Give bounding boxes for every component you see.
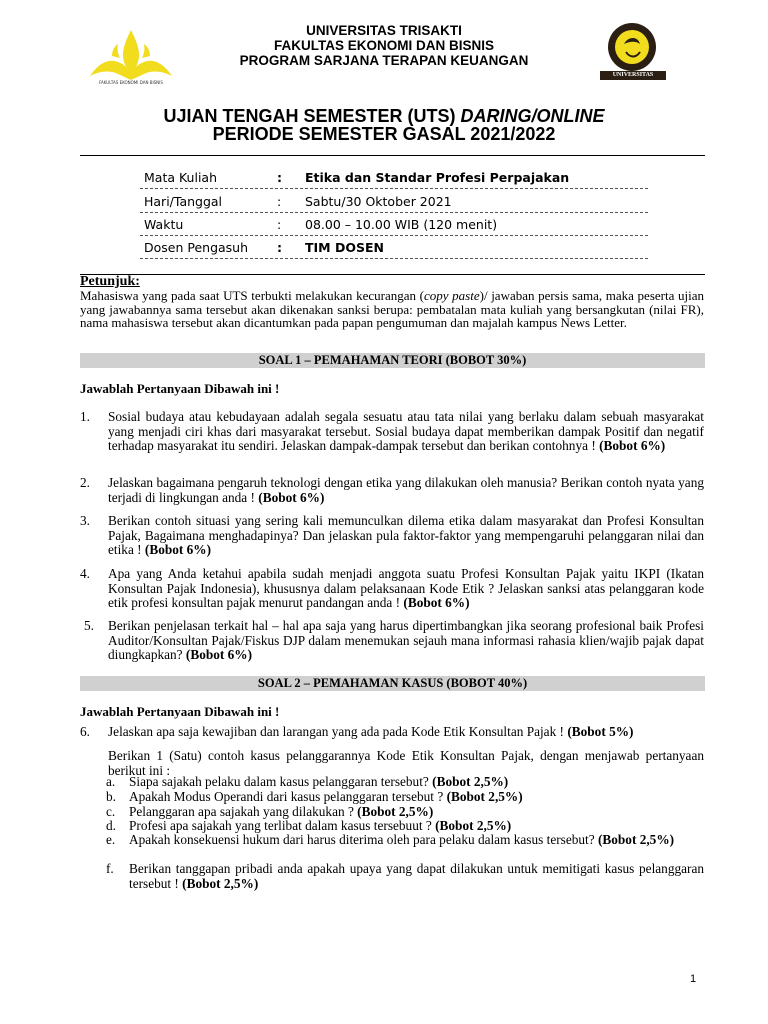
section-1-bar: SOAL 1 – PEMAHAMAN TEORI (BOBOT 30%) xyxy=(80,353,705,368)
section-2-instruction: Jawablah Pertanyaan Dibawah ini ! xyxy=(80,704,280,719)
question-text: Apa yang Anda ketahui apabila sudah menjadi anggota suatu Profesi Konsultan Pajak yaitu IKPI (Ikatan Konsultan Pajak Indonesia), khususnya dalam pelaksanaan Kode Etik ? Jelaskan sanksi atas pelanggaran kode etik profesi konsultan pajak menurut pandangan anda ! xyxy=(108,566,704,611)
item-text: Berikan tanggapan pribadi anda apakah upaya yang dapat dilakukan untuk memitigati kasus pelanggaran tersebut ! xyxy=(129,861,704,891)
faculty-name: FAKULTAS EKONOMI DAN BISNIS xyxy=(273,38,494,53)
question-2 xyxy=(80,476,704,508)
question-weight: (Bobot 5%) xyxy=(567,724,634,739)
question-4 xyxy=(80,567,704,613)
info-label: Mata Kuliah xyxy=(144,170,218,185)
instructions-text-part1: Mahasiswa yang pada saat UTS terbukti melakukan kecurangan ( xyxy=(80,288,424,303)
info-row-lecturer xyxy=(140,236,648,259)
instructions-text xyxy=(80,289,704,330)
question-weight: (Bobot 6%) xyxy=(144,542,212,558)
program-name: PROGRAM SARJANA TERAPAN KEUANGAN xyxy=(239,53,529,68)
item-letter: d. xyxy=(106,818,116,833)
item-weight: (Bobot 2,5%) xyxy=(182,875,259,891)
section-1-instruction: Jawablah Pertanyaan Dibawah ini ! xyxy=(80,381,280,396)
info-divider xyxy=(80,274,705,275)
section-2-bar: SOAL 2 – PEMAHAMAN KASUS (BOBOT 40%) xyxy=(80,676,705,691)
question-weight: (Bobot 6%) xyxy=(258,489,325,505)
case-item-b xyxy=(106,790,704,805)
item-weight: (Bobot 2,5%) xyxy=(597,832,675,847)
item-text: Apakah Modus Operandi dari kasus pelanggaran tersebut ? xyxy=(129,789,447,804)
question-text: Jelaskan apa saja kewajiban dan larangan yang ada pada Kode Etik Konsultan Pajak ! xyxy=(108,724,568,739)
item-letter: e. xyxy=(106,832,116,847)
case-item-a xyxy=(106,775,704,790)
page-number: 1 xyxy=(690,973,697,985)
item-letter: a. xyxy=(106,774,116,789)
question-number: 6. xyxy=(80,724,90,739)
info-label: Waktu xyxy=(144,217,184,232)
question-weight: (Bobot 6%) xyxy=(599,438,666,454)
question-text: Berikan contoh situasi yang sering kali memunculkan dilema etika dalam masyarakat dan Profesi Konsultan Pajak, Bagaimana menghadapinya? Dan jelaskan pula faktor-faktor yang mempengaruhi pelanggaran nilai dan etika ! xyxy=(108,513,704,558)
item-text: Apakah konsekuensi hukum dari harus diterima oleh para pelaku dalam kasus tersebut? xyxy=(129,832,598,847)
info-label: Hari/Tanggal xyxy=(144,194,223,209)
info-value: 08.00 – 10.00 WIB (120 menit) xyxy=(305,217,498,232)
item-weight: (Bobot 2,5%) xyxy=(432,774,509,789)
instructions-heading: Petunjuk: xyxy=(80,274,140,289)
info-value: Etika dan Standar Profesi Perpajakan xyxy=(305,170,570,185)
question-number: 2. xyxy=(80,475,90,490)
question-text: Jelaskan bagaimana pengaruh teknologi dengan etika yang dilakukan oleh manusia? Berikan contoh nyata yang terjadi di lingkungan anda ! xyxy=(108,475,704,505)
item-weight: (Bobot 2,5%) xyxy=(435,818,512,833)
exam-title-mode: DARING/ONLINE xyxy=(460,106,605,126)
question-5 xyxy=(80,619,704,665)
item-text: Pelanggaran apa sajakah yang dilakukan ? xyxy=(129,804,358,819)
question-weight: (Bobot 6%) xyxy=(185,647,253,663)
case-intro: Berikan 1 (Satu) contoh kasus pelanggarannya Kode Etik Konsultan Pajak, dengan menjawab pertanyaan berikut ini : xyxy=(108,748,704,778)
item-letter: b. xyxy=(106,789,116,804)
item-text: Profesi apa sajakah yang terlibat dalam kasus tersebuut ? xyxy=(129,818,436,833)
info-row-time xyxy=(140,213,648,236)
info-sep: : xyxy=(277,194,282,209)
instructions-text-part2: )/ jawaban persis sama, maka peserta ujian yang jawabannya sama tersebut akan dikenakan sanksi berupa: pembatalan mata kuliah yang bersangkutan (nilai FR), nama mahasiswa tersebut akan dicantumkan pada papan pengumuman dan majalah kampus News Letter. xyxy=(80,288,704,331)
info-row-date xyxy=(140,190,648,213)
question-1 xyxy=(80,410,704,470)
case-item-f xyxy=(106,862,704,892)
item-weight: (Bobot 2,5%) xyxy=(446,789,523,804)
instructions-italic: copy paste xyxy=(423,288,480,303)
title-divider xyxy=(80,155,705,156)
question-weight: (Bobot 6%) xyxy=(403,595,470,611)
exam-period: PERIODE SEMESTER GASAL 2021/2022 xyxy=(212,124,556,144)
question-number: 4. xyxy=(80,566,90,581)
case-item-e xyxy=(106,833,704,863)
info-label: Dosen Pengasuh xyxy=(144,240,249,255)
info-sep: : xyxy=(277,240,282,255)
info-row-course xyxy=(140,166,648,189)
question-number: 1. xyxy=(80,409,90,424)
exam-title-prefix: UJIAN TENGAH SEMESTER (UTS) xyxy=(163,106,461,126)
question-text: Sosial budaya atau kebudayaan adalah segala sesuatu atau tata nilai yang berlaku dalam sebuah masyarakat yang menjadi ciri khas dari masyarakat tersebut. Sosial budaya dapat memberikan dampak Positif dan negatif terhadap masyarakat itu sendiri. Jelaskan dampak-dampak tersebut dan berikan contohnya ! xyxy=(108,409,704,454)
info-value: Sabtu/30 Oktober 2021 xyxy=(305,194,452,209)
item-letter: f. xyxy=(106,861,114,876)
faculty-logo-caption: FAKULTAS EKONOMI DAN BISNIS xyxy=(99,80,163,85)
info-value: TIM DOSEN xyxy=(305,240,384,255)
question-3 xyxy=(80,514,704,560)
seal-caption: UNIVERSITAS TRISAKTI xyxy=(612,72,654,87)
question-6 xyxy=(80,725,704,741)
item-letter: c. xyxy=(106,804,116,819)
info-sep: : xyxy=(277,170,282,185)
item-text: Siapa sajakah pelaku dalam kasus pelanggaran tersebut? xyxy=(129,774,433,789)
item-weight: (Bobot 2,5%) xyxy=(357,804,434,819)
question-number: 5. xyxy=(84,618,94,633)
info-sep: : xyxy=(277,217,282,232)
university-name: UNIVERSITAS TRISAKTI xyxy=(306,23,462,38)
question-text: Berikan penjelasan terkait hal – hal apa saja yang harus dipertimbangkan jika seorang profesional baik Profesi Auditor/Konsultan Pajak/Fiskus DJP dalam menemukan sejauh mana informasi rahasia klien/wajib pajak dapat diungkapkan? xyxy=(108,618,704,663)
question-number: 3. xyxy=(80,513,90,528)
